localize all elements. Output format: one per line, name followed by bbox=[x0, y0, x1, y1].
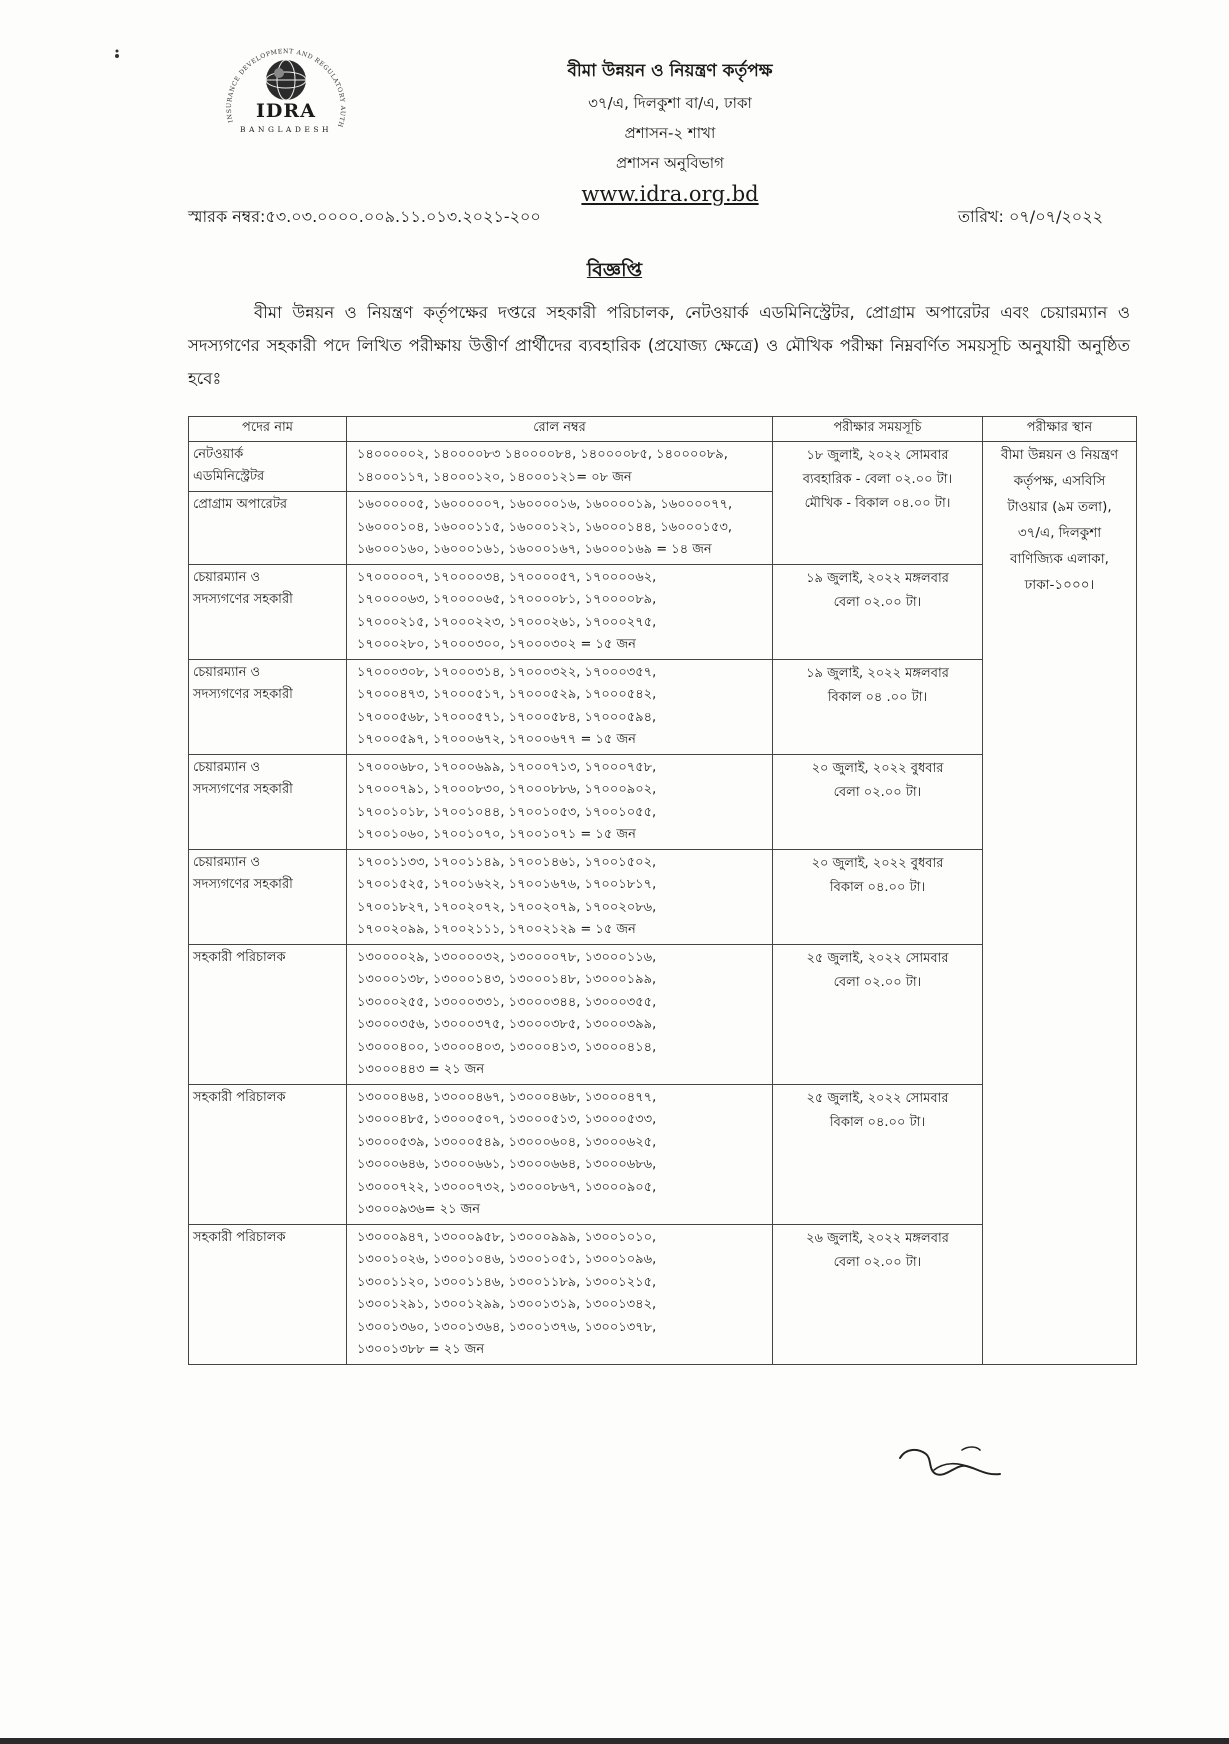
exam-schedule-cell bbox=[773, 944, 983, 1084]
roll-numbers-line: ১৭০০২০৯৯, ১৭০০২১১১, ১৭০০২১২৯ = ১৫ জন bbox=[357, 922, 636, 937]
roll-numbers-cell bbox=[347, 944, 773, 1084]
notice-title: বিজ্ঞপ্তি bbox=[586, 259, 643, 281]
notice-date: তারিখ: ০৭/০৭/২০২২ bbox=[957, 207, 1103, 226]
exam-schedule-line: বিকাল ০৪.০০ টা। bbox=[829, 879, 926, 895]
roll-numbers-line: ১৩০০০০২৯, ১৩০০০০৩২, ১৩০০০০৭৮, ১৩০০০১১৬, bbox=[357, 949, 657, 965]
exam-venue-line: টাওয়ার (৯ম তলা), bbox=[1007, 499, 1112, 515]
exam-schedule-cell bbox=[773, 849, 983, 944]
exam-schedule-line: বিকাল ০৪.০০ টা। bbox=[829, 1114, 926, 1130]
roll-numbers-cell bbox=[347, 442, 773, 492]
post-name-cell bbox=[189, 1084, 347, 1224]
roll-numbers-line: ১৭০০০০৬৩, ১৭০০০০৬৫, ১৭০০০০৮১, ১৭০০০০৮৯, bbox=[357, 592, 657, 607]
post-name-cell bbox=[189, 754, 347, 849]
roll-numbers-line: ১৬০০০০০৫, ১৬০০০০০৭, ১৬০০০০১৬, ১৬০০০০১৯, ১৬০০০০৭৭, bbox=[357, 497, 733, 512]
roll-numbers-line: ১৪০০০১১৭, ১৪০০০১২০, ১৪০০০১২১= ০৮ জন bbox=[357, 469, 632, 485]
exam-venue-line: ঢাকা-১০০০। bbox=[1024, 577, 1095, 593]
table-body bbox=[189, 442, 1137, 1365]
post-name-line: সদস্যগণের সহকারী bbox=[193, 781, 293, 797]
exam-schedule-line: ২০ জুলাই, ২০২২ বুধবার bbox=[811, 760, 944, 776]
roll-numbers-line: ১৭০০০৪৭৩, ১৭০০০৫১৭, ১৭০০০৫২৯, ১৭০০০৫৪২, bbox=[357, 687, 657, 702]
post-name-line: সদস্যগণের সহকারী bbox=[193, 876, 293, 892]
exam-venue-line: ৩৭/এ, দিলকুশা bbox=[1017, 525, 1102, 541]
post-name-cell bbox=[189, 442, 347, 492]
roll-numbers-line: ১৩০০০৪৪৩ = ২১ জন bbox=[357, 1062, 485, 1077]
roll-numbers-line: ১৭০০১০১৮, ১৭০০১০৪৪, ১৭০০১০৫৩, ১৭০০১০৫৫, bbox=[357, 804, 657, 820]
roll-numbers-line: ১৩০০১৩৬০, ১৩০০১৩৬৪, ১৩০০১৩৭৬, ১৩০০১৩৭৮, bbox=[357, 1319, 657, 1335]
exam-schedule-line: ১৮ জুলাই, ২০২২ সোমবার bbox=[806, 448, 949, 463]
schedule-table bbox=[188, 416, 1137, 1365]
exam-schedule-line: বেলা ০২.০০ টা। bbox=[833, 974, 922, 990]
notice-paragraph: বীমা উন্নয়ন ও নিয়ন্ত্রণ কর্তৃপক্ষের দপ্তরে সহকারী পরিচালক, নেটওয়ার্ক এডমিনিস্ট্রেটর, প্রোগ্রাম অপারেটর এবং চেয়ারম্যান ও সদস্যগণের সহকারী পদে লিখিত পরীক্ষায় উত্তীর্ণ প্রার্থীদের ব্যবহারিক (প্রযোজ্য ক্ষেত্রে) ও মৌখিক পরীক্ষা নিম্নবর্ণিত সময়সূচি অনুযায়ী অনুষ্ঠিত হবেঃ bbox=[188, 303, 1130, 388]
roll-numbers-line: ১৭০০০২৮০, ১৭০০০৩০০, ১৭০০০৩০২ = ১৫ জন bbox=[357, 637, 636, 652]
roll-numbers-line: ১৭০০১৫২৫, ১৭০০১৬২২, ১৭০০১৬৭৬, ১৭০০১৮১৭, bbox=[357, 877, 657, 892]
roll-numbers-cell bbox=[347, 1224, 773, 1364]
exam-schedule-line: বেলা ০২.০০ টা। bbox=[833, 784, 922, 800]
exam-venue-line: কর্তৃপক্ষ, এসবিসি bbox=[1013, 473, 1106, 489]
roll-numbers-cell bbox=[347, 754, 773, 849]
exam-schedule-line: ২৫ জুলাই, ২০২২ সোমবার bbox=[806, 950, 949, 966]
header-venue: পরীক্ষার স্থান bbox=[983, 417, 1137, 442]
post-name-line: সহকারী পরিচালক bbox=[193, 949, 286, 965]
exam-venue-line: বীমা উন্নয়ন ও নিয়ন্ত্রণ bbox=[1000, 447, 1119, 463]
roll-numbers-line: ১৩০০০৯৪৭, ১৩০০০৯৫৮, ১৩০০০৯৯৯, ১৩০০১০১০, bbox=[357, 1229, 657, 1245]
roll-numbers-line: ১৩০০০২৫৫, ১৩০০০৩৩১, ১৩০০০৩৪৪, ১৩০০০৩৫৫, bbox=[357, 994, 657, 1010]
roll-numbers-line: ১৩০০০৭২২, ১৩০০০৭৩২, ১৩০০০৮৬৭, ১৩০০০৯০৫, bbox=[357, 1179, 657, 1195]
roll-numbers-cell bbox=[347, 659, 773, 754]
roll-numbers-line: ১৩০০০৬৪৬, ১৩০০০৬৬১, ১৩০০০৬৬৪, ১৩০০০৬৮৬, bbox=[357, 1157, 657, 1172]
post-name-cell bbox=[189, 564, 347, 659]
exam-schedule-cell bbox=[773, 1084, 983, 1224]
roll-numbers-line: ১৩০০১১২০, ১৩০০১১৪৬, ১৩০০১১৮৯, ১৩০০১২১৫, bbox=[357, 1274, 657, 1290]
exam-schedule-line: ২০ জুলাই, ২০২২ বুধবার bbox=[811, 855, 944, 871]
post-name-line: চেয়ারম্যান ও bbox=[193, 759, 261, 775]
header-post: পদের নাম bbox=[189, 417, 347, 442]
exam-schedule-line: বেলা ০২.০০ টা। bbox=[833, 594, 922, 610]
post-name-cell bbox=[189, 1224, 347, 1364]
roll-numbers-line: ১৭০০১১৩৩, ১৭০০১১৪৯, ১৭০০১৪৬১, ১৭০০১৫০২, bbox=[357, 854, 657, 870]
table-row bbox=[189, 442, 1137, 492]
logo-country: BANGLADESH bbox=[239, 125, 333, 134]
signature-icon bbox=[896, 1440, 1016, 1500]
idra-logo bbox=[206, 46, 366, 146]
roll-numbers-cell bbox=[347, 849, 773, 944]
post-name-line: প্রোগ্রাম অপারেটর bbox=[193, 497, 288, 512]
post-name-line: সহকারী পরিচালক bbox=[193, 1229, 286, 1245]
roll-numbers-line: ১৩০০০৯৩৬= ২১ জন bbox=[357, 1202, 481, 1217]
roll-numbers-line: ১৭০০০২১৫, ১৭০০০২২৩, ১৭০০০২৬১, ১৭০০০২৭৫, bbox=[357, 614, 657, 630]
exam-schedule-line: বেলা ০২.০০ টা। bbox=[833, 1254, 922, 1270]
roll-numbers-line: ১৩০০০৫৩৯, ১৩০০০৫৪৯, ১৩০০০৬০৪, ১৩০০০৬২৫, bbox=[357, 1134, 657, 1150]
roll-numbers-line: ১৭০০১৮২৭, ১৭০০২০৭২, ১৭০০২০৭৯, ১৭০০২০৮৬, bbox=[357, 899, 657, 915]
logo-title: IDRA bbox=[256, 100, 316, 122]
memo-number: স্মারক নম্বর:৫৩.০৩.০০০০.০০৯.১১.০১৩.২০২১-২০০ bbox=[188, 207, 541, 226]
exam-schedule-line: ১৯ জুলাই, ২০২২ মঙ্গলবার bbox=[806, 665, 949, 681]
exam-schedule-cell bbox=[773, 1224, 983, 1364]
roll-numbers-line: ১৭০০০৬৮০, ১৭০০০৬৯৯, ১৭০০০৭১৩, ১৭০০০৭৫৮, bbox=[357, 759, 657, 775]
roll-numbers-line: ১৩০০১৩৮৮ = ২১ জন bbox=[357, 1342, 485, 1357]
post-name-line: চেয়ারম্যান ও bbox=[193, 854, 261, 870]
post-name-line: এডমিনিস্ট্রেটর bbox=[193, 469, 265, 484]
roll-numbers-line: ১৬০০০১৬০, ১৬০০০১৬১, ১৬০০০১৬৭, ১৬০০০১৬৯ = ১৪ জন bbox=[357, 542, 712, 557]
roll-numbers-line: ১৩০০১০২৬, ১৩০০১০৪৬, ১৩০০১০৫১, ১৩০০১০৯৬, bbox=[357, 1252, 657, 1267]
exam-venue-line: বাণিজ্যিক এলাকা, bbox=[1010, 551, 1109, 567]
roll-numbers-line: ১৩০০০৪০০, ১৩০০০৪০৩, ১৩০০০৪১৩, ১৩০০০৪১৪, bbox=[357, 1039, 657, 1055]
post-name-cell bbox=[189, 944, 347, 1084]
roll-numbers-line: ১৩০০০৪৮৫, ১৩০০০৫০৭, ১৩০০০৫১৩, ১৩০০০৫৩৩, bbox=[357, 1112, 657, 1127]
roll-numbers-line: ১৩০০০৪৬৪, ১৩০০০৪৬৭, ১৩০০০৪৬৮, ১৩০০০৪৭৭, bbox=[357, 1089, 657, 1105]
roll-numbers-line: ১৭০০০৩০৮, ১৭০০০৩১৪, ১৭০০০৩২২, ১৭০০০৩৫৭, bbox=[357, 664, 657, 680]
post-name-line: সদস্যগণের সহকারী bbox=[193, 591, 293, 607]
logo-ring-text: INSURANCE DEVELOPMENT AND REGULATORY AUTH bbox=[225, 48, 347, 129]
roll-numbers-line: ১৪০০০০০২, ১৪০০০০৮৩ ১৪০০০০৮৪, ১৪০০০০৮৫, ১৪০০০০৮৯, bbox=[357, 447, 728, 462]
org-website-link[interactable]: www.idra.org.bd bbox=[581, 182, 759, 206]
exam-schedule-line: বিকাল ০৪ .০০ টা। bbox=[827, 689, 928, 705]
exam-schedule-cell bbox=[773, 564, 983, 659]
roll-numbers-line: ১৩০০১২৯১, ১৩০০১২৯৯, ১৩০০১৩১৯, ১৩০০১৩৪২, bbox=[357, 1297, 657, 1312]
exam-schedule-line: ১৯ জুলাই, ২০২২ মঙ্গলবার bbox=[806, 570, 949, 586]
roll-numbers-cell bbox=[347, 492, 773, 565]
roll-numbers-line: ১৭০০০০০৭, ১৭০০০০৩৪, ১৭০০০০৫৭, ১৭০০০০৬২, bbox=[357, 569, 657, 585]
roll-numbers-line: ১৩০০০১৩৮, ১৩০০০১৪৩, ১৩০০০১৪৮, ১৩০০০১৯৯, bbox=[357, 972, 657, 987]
roll-numbers-line: ১৭০০১০৬০, ১৭০০১০৭০, ১৭০০১০৭১ = ১৫ জন bbox=[357, 827, 636, 842]
roll-numbers-line: ১৭০০০৫৬৮, ১৭০০০৫৭১, ১৭০০০৫৮৪, ১৭০০০৫৯৪, bbox=[357, 709, 657, 725]
post-name-line: চেয়ারম্যান ও bbox=[193, 664, 261, 680]
roll-numbers-line: ১৬০০০১০৪, ১৬০০০১১৫, ১৬০০০১২১, ১৬০০০১৪৪, ১৬০০০১৫৩, bbox=[357, 519, 733, 535]
post-name-line: নেটওয়ার্ক bbox=[193, 447, 244, 462]
roll-numbers-cell bbox=[347, 564, 773, 659]
post-name-line: চেয়ারম্যান ও bbox=[193, 569, 261, 585]
exam-venue-cell bbox=[983, 442, 1137, 1365]
table-header-row bbox=[189, 417, 1137, 442]
post-name-cell bbox=[189, 849, 347, 944]
post-name-cell bbox=[189, 492, 347, 565]
exam-schedule-cell bbox=[773, 754, 983, 849]
org-address: ৩৭/এ, দিলকুশা বা/এ, ঢাকা bbox=[588, 94, 752, 112]
exam-schedule-cell bbox=[773, 659, 983, 754]
org-header bbox=[520, 58, 820, 206]
org-branch: প্রশাসন-২ শাখা bbox=[624, 124, 716, 142]
exam-schedule-line: ব্যবহারিক - বেলা ০২.০০ টা। bbox=[802, 472, 953, 487]
post-name-line: সহকারী পরিচালক bbox=[193, 1089, 286, 1105]
roll-numbers-cell bbox=[347, 1084, 773, 1224]
org-division: প্রশাসন অনুবিভাগ bbox=[616, 154, 724, 172]
scan-mark bbox=[114, 45, 120, 57]
post-name-line: সদস্যগণের সহকারী bbox=[193, 686, 293, 702]
roll-numbers-line: ১৭০০০৫৯৭, ১৭০০০৬৭২, ১৭০০০৬৭৭ = ১৫ জন bbox=[357, 732, 636, 747]
org-name: বীমা উন্নয়ন ও নিয়ন্ত্রণ কর্তৃপক্ষ bbox=[567, 61, 773, 81]
scan-bottom-edge bbox=[0, 1738, 1229, 1744]
signature bbox=[896, 1440, 1016, 1500]
exam-schedule-line: ২৫ জুলাই, ২০২২ সোমবার bbox=[806, 1090, 949, 1106]
roll-numbers-line: ১৭০০০৭৯১, ১৭০০০৮৩০, ১৭০০০৮৮৬, ১৭০০০৯০২, bbox=[357, 782, 657, 797]
post-name-cell bbox=[189, 659, 347, 754]
header-roll: রোল নম্বর bbox=[347, 417, 773, 442]
exam-schedule-cell bbox=[773, 442, 983, 565]
exam-schedule-line: মৌখিক - বিকাল ০৪.০০ টা। bbox=[804, 496, 951, 511]
header-schedule: পরীক্ষার সময়সূচি bbox=[773, 417, 983, 442]
exam-schedule-line: ২৬ জুলাই, ২০২২ মঙ্গলবার bbox=[806, 1230, 949, 1246]
roll-numbers-line: ১৩০০০৩৫৬, ১৩০০০৩৭৫, ১৩০০০৩৮৫, ১৩০০০৩৯৯, bbox=[357, 1017, 657, 1032]
